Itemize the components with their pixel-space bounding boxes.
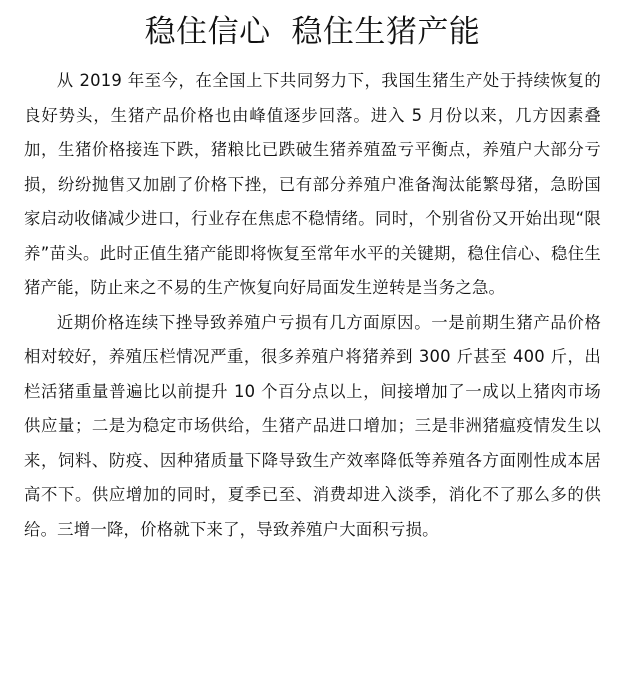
document-body bbox=[24, 64, 601, 547]
document-title: 稳住信心 稳住生猪产能 bbox=[144, 14, 481, 50]
paragraph-2: 近期价格连续下挫导致养殖户亏损有几方面原因。一是前期生猪产品价格相对较好，养殖压栏情况严重，很多养殖户将猪养到 300 斤甚至 400 斤，出栏活猪重量普遍比以前提升 10 个百分点以上，间接增加了一成以上猪肉市场供应量；二是为稳定市场供给，生猪产品进口增加；三是非洲猪瘟疫情发生以来，饲料、防疫、因种猪质量下降导致生产效率降低等养殖各方面刚性成本居高不下。供应增加的同时，夏季已至、消费却进入淡季，消化不了那么多的供给。三增一降，价格就下来了，导致养殖户大面积亏损。 bbox=[24, 312, 601, 539]
paragraph-1: 从 2019 年至今，在全国上下共同努力下，我国生猪生产处于持续恢复的良好势头，生猪产品价格也由峰值逐步回落。进入 5 月份以来，几方因素叠加，生猪价格接连下跌，猪粮比已跌破生猪养殖盈亏平衡点，养殖户大部分亏损，纷纷抛售又加剧了价格下挫，已有部分养殖户准备淘汰能繁母猪，急盼国家启动收储减少进口，行业存在焦虑不稳情绪。同时，个别省份又开始出现“限养”苗头。此时正值生猪产能即将恢复至常年水平的关键期，稳住信心、稳住生猪产能，防止来之不易的生产恢复向好局面发生逆转是当务之急。 bbox=[24, 71, 601, 297]
